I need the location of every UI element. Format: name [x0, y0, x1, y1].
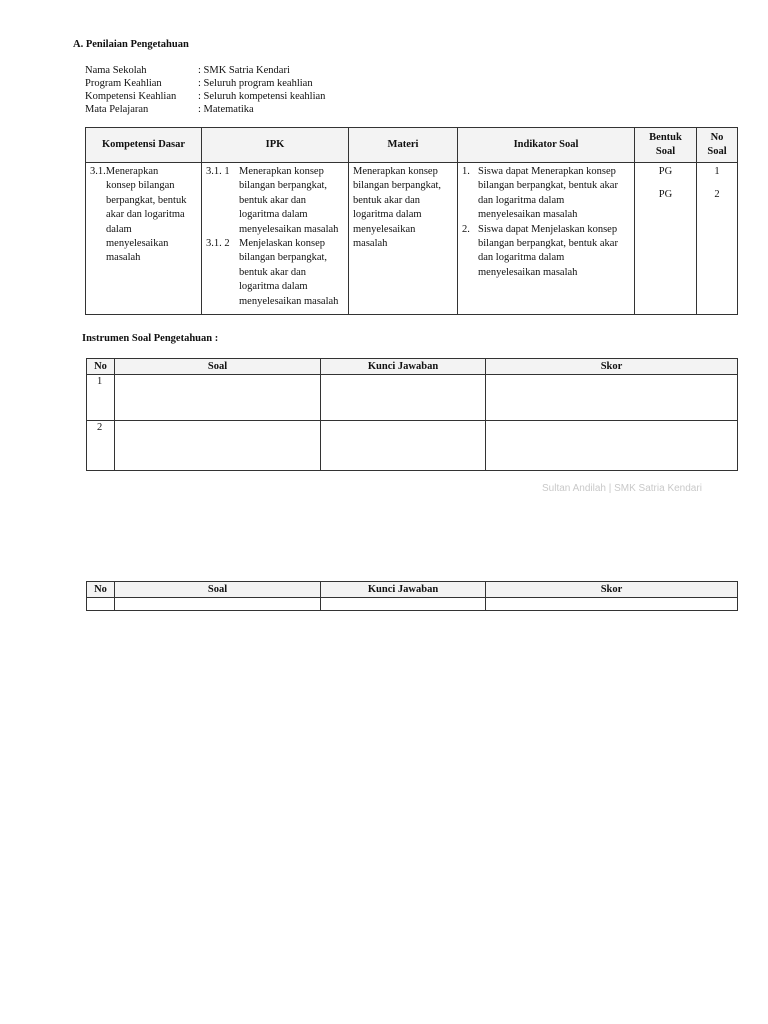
- skor-cell[interactable]: [486, 421, 738, 471]
- row-number: 2: [87, 421, 115, 471]
- materi-line: menyelesaikan: [353, 223, 416, 235]
- indikator-line: menyelesaikan masalah: [478, 209, 578, 221]
- kd-line: akar dan logaritma: [106, 209, 185, 221]
- no-soal-cell: [697, 163, 738, 315]
- ipk-line: bilangan berpangkat,: [239, 180, 328, 192]
- indikator-item: [458, 223, 634, 281]
- kd-line: 3.1.Menerapkan: [90, 166, 159, 177]
- header-no-soal: [697, 128, 738, 163]
- ipk-text: [239, 165, 348, 237]
- info-value: : SMK Satria Kendari: [198, 65, 290, 76]
- kd-line: konsep bilangan: [106, 180, 175, 192]
- info-value: : Seluruh program keahlian: [198, 78, 313, 89]
- ipk-line: bentuk akar dan: [239, 194, 307, 206]
- soal-cell[interactable]: [115, 375, 321, 421]
- info-row-mapel: [85, 103, 325, 116]
- indikator-line: dan logaritma dalam: [478, 252, 565, 264]
- info-row-kompetensi: [85, 90, 325, 103]
- ipk-cell: [202, 163, 349, 315]
- kd-line: berpangkat, bentuk: [106, 194, 187, 206]
- info-row-school: [85, 64, 325, 77]
- header-no-line2: Soal: [707, 146, 727, 157]
- soal-table: [86, 358, 738, 471]
- materi-line: bentuk akar dan: [353, 194, 421, 206]
- info-label: Nama Sekolah: [85, 65, 147, 76]
- row-number: [87, 598, 115, 611]
- ipk-line: menyelesaikan masalah: [239, 223, 339, 235]
- ipk-item: [202, 237, 348, 309]
- header-bentuk-line2: Soal: [655, 146, 676, 157]
- header-skor: Skor: [486, 582, 738, 598]
- skor-cell[interactable]: [486, 375, 738, 421]
- materi-line: Menerapkan konsep: [353, 166, 438, 177]
- bentuk-cell: [635, 163, 697, 315]
- header-no-line1: No: [710, 132, 724, 143]
- ipk-line: bentuk akar dan: [239, 266, 307, 278]
- info-label: Mata Pelajaran: [85, 104, 149, 115]
- kunci-cell[interactable]: [321, 598, 486, 611]
- header-kunci: Kunci Jawaban: [321, 359, 486, 375]
- kd-table-header: [86, 128, 738, 163]
- ipk-line: menyelesaikan masalah: [239, 295, 339, 307]
- soal-cell[interactable]: [115, 598, 321, 611]
- header-no: No: [87, 359, 115, 375]
- indikator-number: 1.: [462, 166, 470, 177]
- kd-line: dalam: [106, 223, 132, 235]
- section-title: A. Penilaian Pengetahuan: [73, 39, 189, 50]
- header-materi: Materi: [349, 128, 458, 163]
- header-bentuk: [635, 128, 697, 163]
- ipk-number: 3.1. 1: [206, 166, 230, 177]
- indikator-line: Siswa dapat Menerapkan konsep: [478, 166, 616, 177]
- kunci-cell[interactable]: [321, 421, 486, 471]
- no-soal-value: 1: [714, 166, 720, 177]
- header-no: No: [87, 582, 115, 598]
- ipk-item: [202, 165, 348, 237]
- bentuk-value: PG: [658, 166, 673, 177]
- kunci-cell[interactable]: [321, 375, 486, 421]
- soal-cell[interactable]: [115, 421, 321, 471]
- skor-cell[interactable]: [486, 598, 738, 611]
- ipk-line: bilangan berpangkat,: [239, 252, 328, 264]
- info-value: : Matematika: [198, 104, 254, 115]
- info-label: Kompetensi Keahlian: [85, 91, 177, 102]
- header-soal: Soal: [115, 359, 321, 375]
- ipk-text: [239, 237, 348, 309]
- materi-line: bilangan berpangkat,: [353, 180, 442, 192]
- indikator-line: menyelesaikan masalah: [478, 266, 578, 278]
- indikator-line: bilangan berpangkat, bentuk akar: [478, 180, 618, 192]
- table-row: [87, 375, 738, 421]
- header-indikator: Indikator Soal: [458, 128, 635, 163]
- header-bentuk-line1: Bentuk: [649, 132, 682, 143]
- footer-watermark: Sultan Andilah | SMK Satria Kendari: [542, 483, 702, 494]
- indikator-item: [458, 165, 634, 223]
- kd-table: [85, 127, 738, 315]
- kd-table-row: [86, 163, 738, 315]
- materi-cell: [349, 163, 458, 315]
- info-label: Program Keahlian: [85, 78, 162, 89]
- header-kd: Kompetensi Dasar: [86, 128, 202, 163]
- indikator-line: bilangan berpangkat, bentuk akar: [478, 238, 618, 250]
- header-skor: Skor: [486, 359, 738, 375]
- table-row: [87, 421, 738, 471]
- indikator-line: Siswa dapat Menjelaskan konsep: [478, 223, 618, 235]
- indikator-text: [478, 223, 618, 281]
- indikator-cell: [458, 163, 635, 315]
- kd-line: masalah: [106, 252, 141, 264]
- indikator-text: [478, 165, 618, 223]
- ipk-line: Menjelaskan konsep: [239, 238, 326, 250]
- soal-table-continued: [86, 581, 738, 611]
- header-kunci: Kunci Jawaban: [321, 582, 486, 598]
- materi-line: logaritma dalam: [353, 209, 422, 221]
- table-row: [87, 598, 738, 611]
- indikator-line: dan logaritma dalam: [478, 194, 565, 206]
- kd-cell: [86, 163, 202, 315]
- ipk-line: Menerapkan konsep: [239, 166, 324, 177]
- ipk-line: logaritma dalam: [239, 209, 308, 221]
- materi-line: masalah: [353, 238, 388, 250]
- bentuk-value: PG: [658, 189, 673, 200]
- soal-table-header: [87, 582, 738, 598]
- indikator-number: 2.: [462, 223, 470, 235]
- instrumen-title: Instrumen Soal Pengetahuan :: [82, 333, 219, 344]
- ipk-line: logaritma dalam: [239, 281, 308, 293]
- kd-line: menyelesaikan: [106, 238, 169, 250]
- row-number: 1: [87, 375, 115, 421]
- header-ipk: IPK: [202, 128, 349, 163]
- info-row-program: [85, 77, 325, 90]
- school-info: [85, 64, 325, 116]
- info-value: : Seluruh kompetensi keahlian: [198, 91, 326, 102]
- ipk-number: 3.1. 2: [206, 238, 230, 250]
- soal-table-header: [87, 359, 738, 375]
- header-soal: Soal: [115, 582, 321, 598]
- no-soal-value: 2: [714, 189, 720, 200]
